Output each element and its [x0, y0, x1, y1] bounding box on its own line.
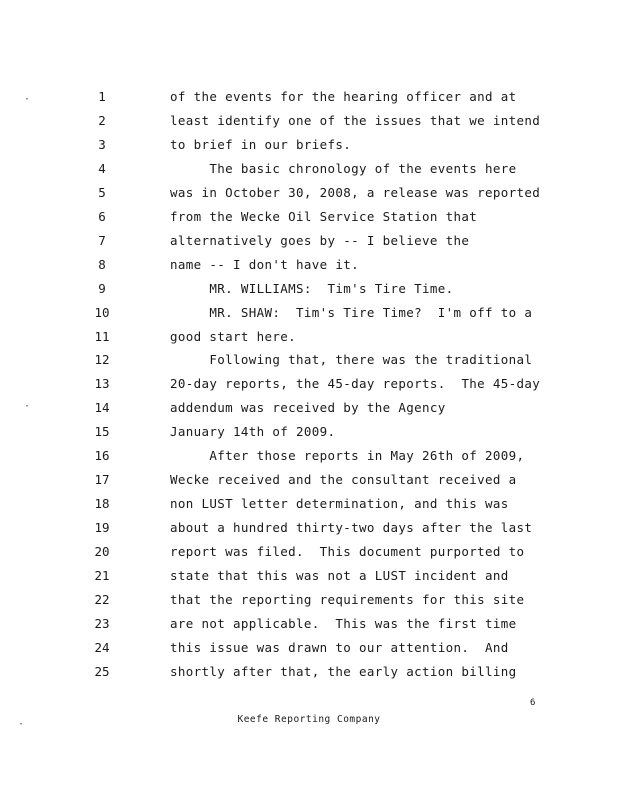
- line-number: 3: [98, 136, 106, 152]
- line-text: Wecke received and the consultant received a: [170, 472, 517, 488]
- line-number: 25: [94, 663, 110, 679]
- line-number: 11: [94, 328, 110, 344]
- transcript-line: [0, 564, 618, 588]
- line-number: 7: [98, 232, 106, 248]
- line-text: of the events for the hearing officer and at: [170, 89, 517, 104]
- transcript-line: [0, 492, 618, 516]
- line-text: MR. SHAW: Tim's Tire Time? I'm off to a: [170, 304, 533, 320]
- line-number: 8: [98, 256, 106, 272]
- line-text: January 14th of 2009.: [170, 424, 336, 440]
- line-number: 6: [98, 208, 106, 224]
- line-text: Following that, there was the traditional: [170, 352, 533, 368]
- transcript-line: [0, 588, 618, 612]
- page-number: 6: [530, 698, 536, 708]
- transcript-line: [0, 420, 618, 444]
- line-text: The basic chronology of the events here: [170, 160, 517, 176]
- line-number: 4: [98, 160, 106, 176]
- transcript-line: [0, 444, 618, 468]
- line-number: 10: [94, 304, 110, 320]
- transcript-line: [0, 516, 618, 540]
- line-text: name -- I don't have it.: [170, 256, 360, 272]
- line-number: 13: [94, 376, 110, 392]
- line-text: good start here.: [170, 328, 297, 344]
- line-number: 21: [94, 568, 110, 583]
- line-number: 17: [94, 472, 110, 488]
- line-text: After those reports in May 26th of 2009,: [170, 448, 525, 464]
- line-text: non LUST letter determination, and this was: [170, 496, 509, 512]
- line-number: 5: [98, 184, 106, 200]
- line-text: state that this was not a LUST incident and: [170, 568, 509, 583]
- transcript-line: [0, 181, 618, 205]
- line-text: are not applicable. This was the first time: [170, 615, 517, 631]
- footer-reporter: Keefe Reporting Company: [237, 714, 381, 725]
- transcript-line: [0, 301, 618, 325]
- line-number: 22: [94, 591, 110, 607]
- line-text: addendum was received by the Agency: [170, 400, 446, 416]
- line-number: 24: [94, 639, 110, 655]
- line-text: about a hundred thirty-two days after the last: [170, 520, 533, 536]
- line-text: was in October 30, 2008, a release was reported: [170, 184, 541, 200]
- transcript-line: [0, 133, 618, 157]
- line-number: 16: [94, 448, 110, 464]
- transcript-line: [0, 325, 618, 349]
- line-text: that the reporting requirements for this site: [170, 591, 525, 607]
- transcript-line: [0, 636, 618, 660]
- line-text: this issue was drawn to our attention. And: [170, 639, 509, 655]
- transcript-line: [0, 277, 618, 301]
- line-text: to brief in our briefs.: [170, 136, 352, 152]
- line-number: 2: [98, 112, 106, 128]
- transcript-line: [0, 109, 618, 133]
- transcript-line: [0, 229, 618, 253]
- transcript-line: [0, 348, 618, 372]
- line-number: 9: [98, 280, 106, 296]
- line-text: shortly after that, the early action billing: [170, 663, 517, 679]
- line-number: 14: [94, 400, 110, 416]
- hole-punch-mark: ·: [24, 94, 31, 105]
- transcript-line: [0, 540, 618, 564]
- transcript-line: [0, 660, 618, 684]
- transcript-line: [0, 157, 618, 181]
- transcript-line: [0, 85, 618, 109]
- transcript-line: [0, 372, 618, 396]
- transcript-line: [0, 205, 618, 229]
- line-number: 15: [94, 424, 110, 440]
- line-text: least identify one of the issues that we intend: [170, 112, 541, 128]
- transcript-line: [0, 468, 618, 492]
- line-number: 12: [94, 352, 110, 368]
- line-number: 20: [94, 544, 110, 560]
- transcript-line: [0, 396, 618, 420]
- transcript-line: [0, 253, 618, 277]
- line-text: alternatively goes by -- I believe the: [170, 232, 470, 248]
- line-number: 23: [94, 615, 110, 631]
- transcript-line: [0, 612, 618, 636]
- line-text: report was filed. This document purported to: [170, 544, 525, 560]
- line-number: 1: [98, 89, 106, 104]
- line-number: 19: [94, 520, 110, 536]
- hole-punch-mark: ·: [18, 719, 25, 730]
- hole-punch-mark: ·: [24, 401, 31, 412]
- line-text: MR. WILLIAMS: Tim's Tire Time.: [170, 280, 454, 296]
- line-number: 18: [94, 496, 110, 512]
- line-text: 20-day reports, the 45-day reports. The 45-day: [170, 376, 541, 392]
- line-text: from the Wecke Oil Service Station that: [170, 208, 478, 224]
